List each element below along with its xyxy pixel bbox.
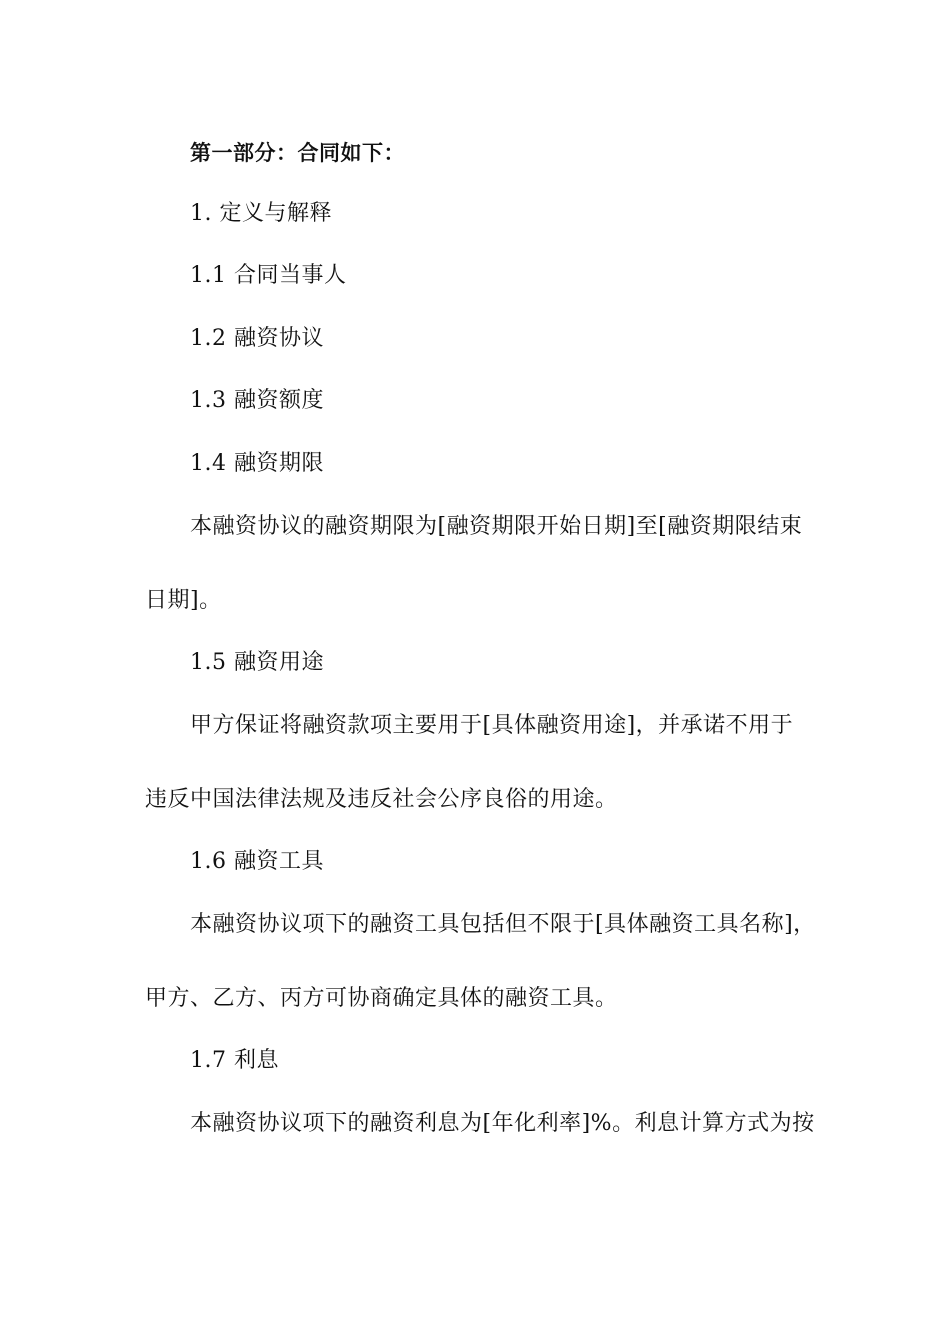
clause-1-4-text-line2: 日期]。 — [145, 588, 222, 613]
clause-1-6-title: 1.6 融资工具 — [190, 849, 324, 874]
clause-1-7-title: 1.7 利息 — [190, 1048, 279, 1073]
clause-1-4-text-line1: 本融资协议的融资期限为[融资期限开始日期]至[融资期限结束 — [190, 514, 803, 539]
clause-1-5-title: 1.5 融资用途 — [190, 650, 324, 675]
clause-1-1-title: 1.1 合同当事人 — [190, 263, 347, 288]
section-heading: 第一部分：合同如下： — [190, 141, 405, 165]
clause-1-7-text-line1: 本融资协议项下的融资利息为[年化利率]%。利息计算方式为按 — [190, 1111, 815, 1136]
clause-1-5-text-line1: 甲方保证将融资款项主要用于[具体融资用途]，并承诺不用于 — [190, 713, 794, 738]
clause-1-3-title: 1.3 融资额度 — [190, 388, 324, 413]
clause-1-6-text-line1: 本融资协议项下的融资工具包括但不限于[具体融资工具名称]， — [190, 912, 816, 937]
clause-1-4-title: 1.4 融资期限 — [190, 451, 324, 476]
clause-1-6-text-line2: 甲方、乙方、丙方可协商确定具体的融资工具。 — [145, 986, 618, 1011]
clause-1-5-text-line2: 违反中国法律法规及违反社会公序良俗的用途。 — [145, 787, 618, 812]
clause-1-2-title: 1.2 融资协议 — [190, 326, 324, 351]
clause-1-title: 1. 定义与解释 — [190, 201, 332, 226]
